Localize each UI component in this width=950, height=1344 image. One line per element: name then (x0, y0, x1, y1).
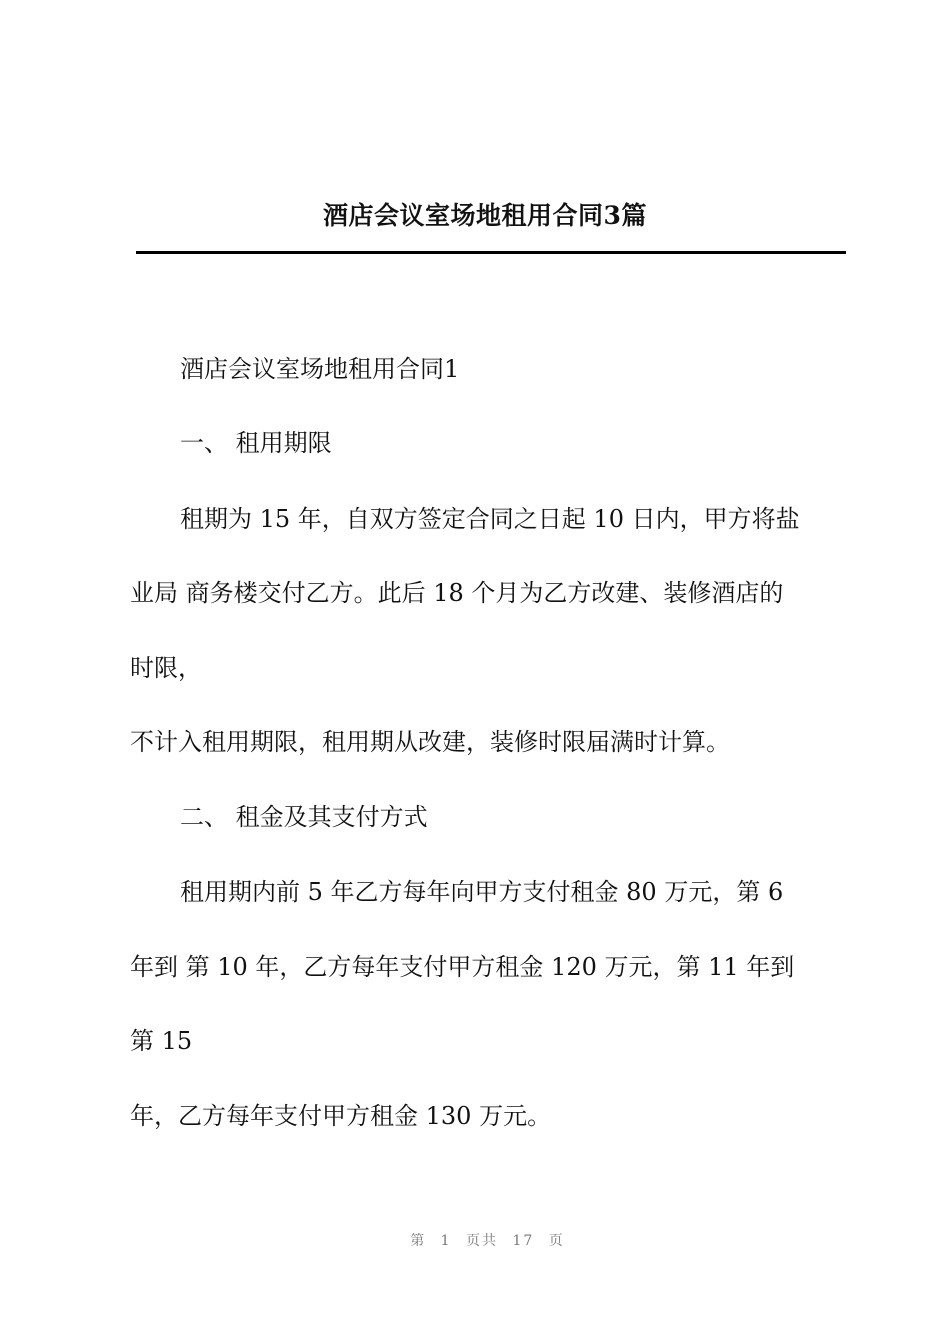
section-heading-rent-payment: 二、 租金及其支付方式 (180, 803, 428, 831)
document-title: 酒店会议室场地租用合同3篇 (323, 201, 647, 230)
contract-heading: 酒店会议室场地租用合同1 (180, 355, 460, 383)
paragraph-line: 租用期内前 5 年乙方每年向甲方支付租金 80 万元，第 6 (180, 878, 784, 906)
paragraph-line: 不计入租用期限，租用期从改建，装修时限届满时计算。 (130, 728, 730, 756)
paragraph-line: 时限， (130, 654, 202, 682)
paragraph-line: 业局 商务楼交付乙方。此后 18 个月为乙方改建、装修酒店的 (130, 579, 784, 607)
title-divider (136, 251, 846, 254)
paragraph-line: 第 15 (130, 1027, 193, 1055)
paragraph-line: 年，乙方每年支付甲方租金 130 万元。 (130, 1102, 552, 1130)
page-number-footer: 第 1 页共 17 页 (410, 1233, 565, 1249)
section-heading-lease-term: 一、 租用期限 (180, 429, 332, 457)
paragraph-line: 年到 第 10 年，乙方每年支付甲方租金 120 万元，第 11 年到 (130, 953, 795, 981)
paragraph-line: 租期为 15 年，自双方签定合同之日起 10 日内，甲方将盐 (180, 505, 800, 533)
